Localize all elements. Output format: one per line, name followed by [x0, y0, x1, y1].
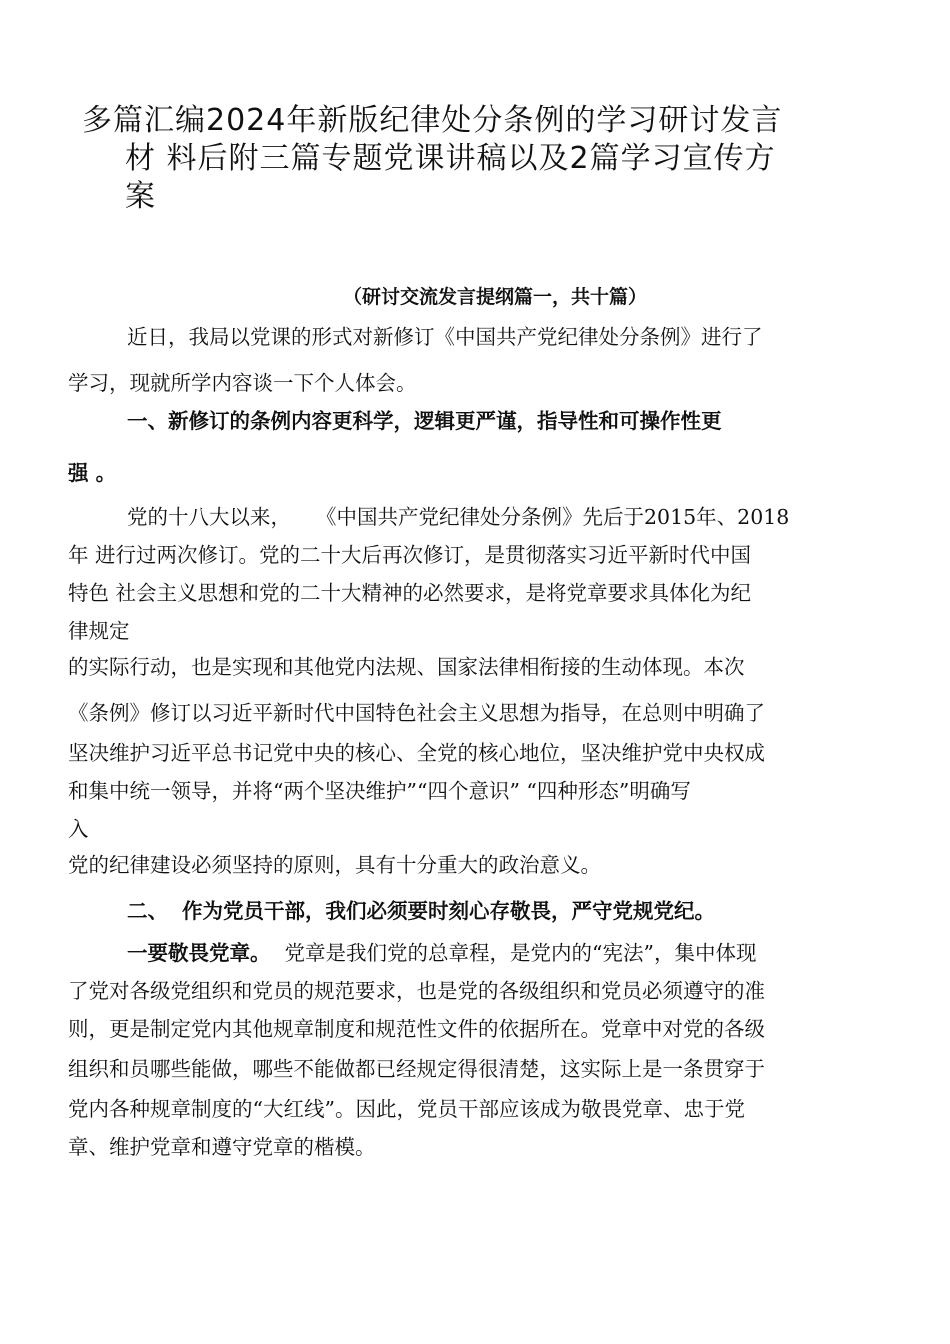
paragraph-line: 了党对各级党组织和党员的规范要求，也是党的各级组织和党员必须遵守的准: [68, 979, 765, 1003]
paragraph-line: 特色 社会主义思想和党的二十大精神的必然要求，是将党章要求具体化为纪: [68, 581, 752, 605]
paragraph-line: 入: [68, 817, 89, 841]
section-heading: 强 。: [68, 461, 117, 485]
paragraph-line: 党的纪律建设必须坚持的原则，具有十分重大的政治意义。: [68, 853, 601, 877]
paragraph-line: 的实际行动，也是实现和其他党内法规、国家法律相衔接的生动体现。本次: [68, 655, 745, 679]
paragraph-line: 坚决维护习近平总书记党中央的核心、全党的核心地位，坚决维护党中央权成: [68, 741, 765, 765]
heading-text: 作为党员干部，我们必须要时刻心存敬畏，严守党规党纪。: [182, 899, 715, 923]
title-line: 案: [125, 179, 156, 214]
paragraph-text: 党的十八大以来，: [127, 505, 291, 529]
section-subtitle: （研讨交流发言提纲篇一，共十篇）: [342, 286, 647, 308]
section-heading: [127, 896, 715, 926]
paragraph-text: 《中国共产党纪律处分条例》先后于2015年、2018: [316, 505, 790, 529]
paragraph-line: [127, 938, 756, 968]
heading-number: 二、: [127, 899, 168, 923]
paragraph-text: 党章是我们党的总章程，是党内的“宪法”，集中体现: [284, 941, 757, 965]
paragraph-line: 学习，现就所学内容谈一下个人体会。: [68, 371, 417, 395]
paragraph-line: 近日，我局以党课的形式对新修订《中国共产党纪律处分条例》进行了: [127, 325, 763, 349]
paragraph-line: 《条例》修订以习近平新时代中国特色社会主义思想为指导，在总则中明确了: [68, 701, 765, 725]
paragraph-line: 党内各种规章制度的“大红线”。因此，党员干部应该成为敬畏党章、忠于党: [68, 1097, 745, 1121]
paragraph-line: 章、维护党章和遵守党章的楷模。: [68, 1135, 376, 1159]
paragraph-line: 年 进行过两次修订。党的二十大后再次修订，是贯彻落实习近平新时代中国: [68, 543, 752, 567]
paragraph-line: 则，更是制定党内其他规章制度和规范性文件的依据所在。党章中对党的各级: [68, 1017, 765, 1041]
paragraph-lead: 一要敬畏党章。: [127, 941, 271, 965]
document-title: [82, 102, 872, 216]
paragraph-line: 和集中统一领导，并将“两个坚决维护”“四个意识” “四种形态”明确写: [68, 779, 691, 803]
paragraph-line: 组织和员哪些能做，哪些不能做都已经规定得很清楚，这实际上是一条贯穿于: [68, 1057, 765, 1081]
paragraph-line: [127, 502, 789, 532]
paragraph-line: 律规定: [68, 619, 130, 643]
title-line: 多篇汇编2024年新版纪律处分条例的学习研讨发言: [82, 103, 783, 138]
title-line: 材 料后附三篇专题党课讲稿以及2篇学习宣传方: [125, 141, 776, 176]
section-heading: 一、新修订的条例内容更科学，逻辑更严谨，指导性和可操作性更: [127, 409, 722, 433]
